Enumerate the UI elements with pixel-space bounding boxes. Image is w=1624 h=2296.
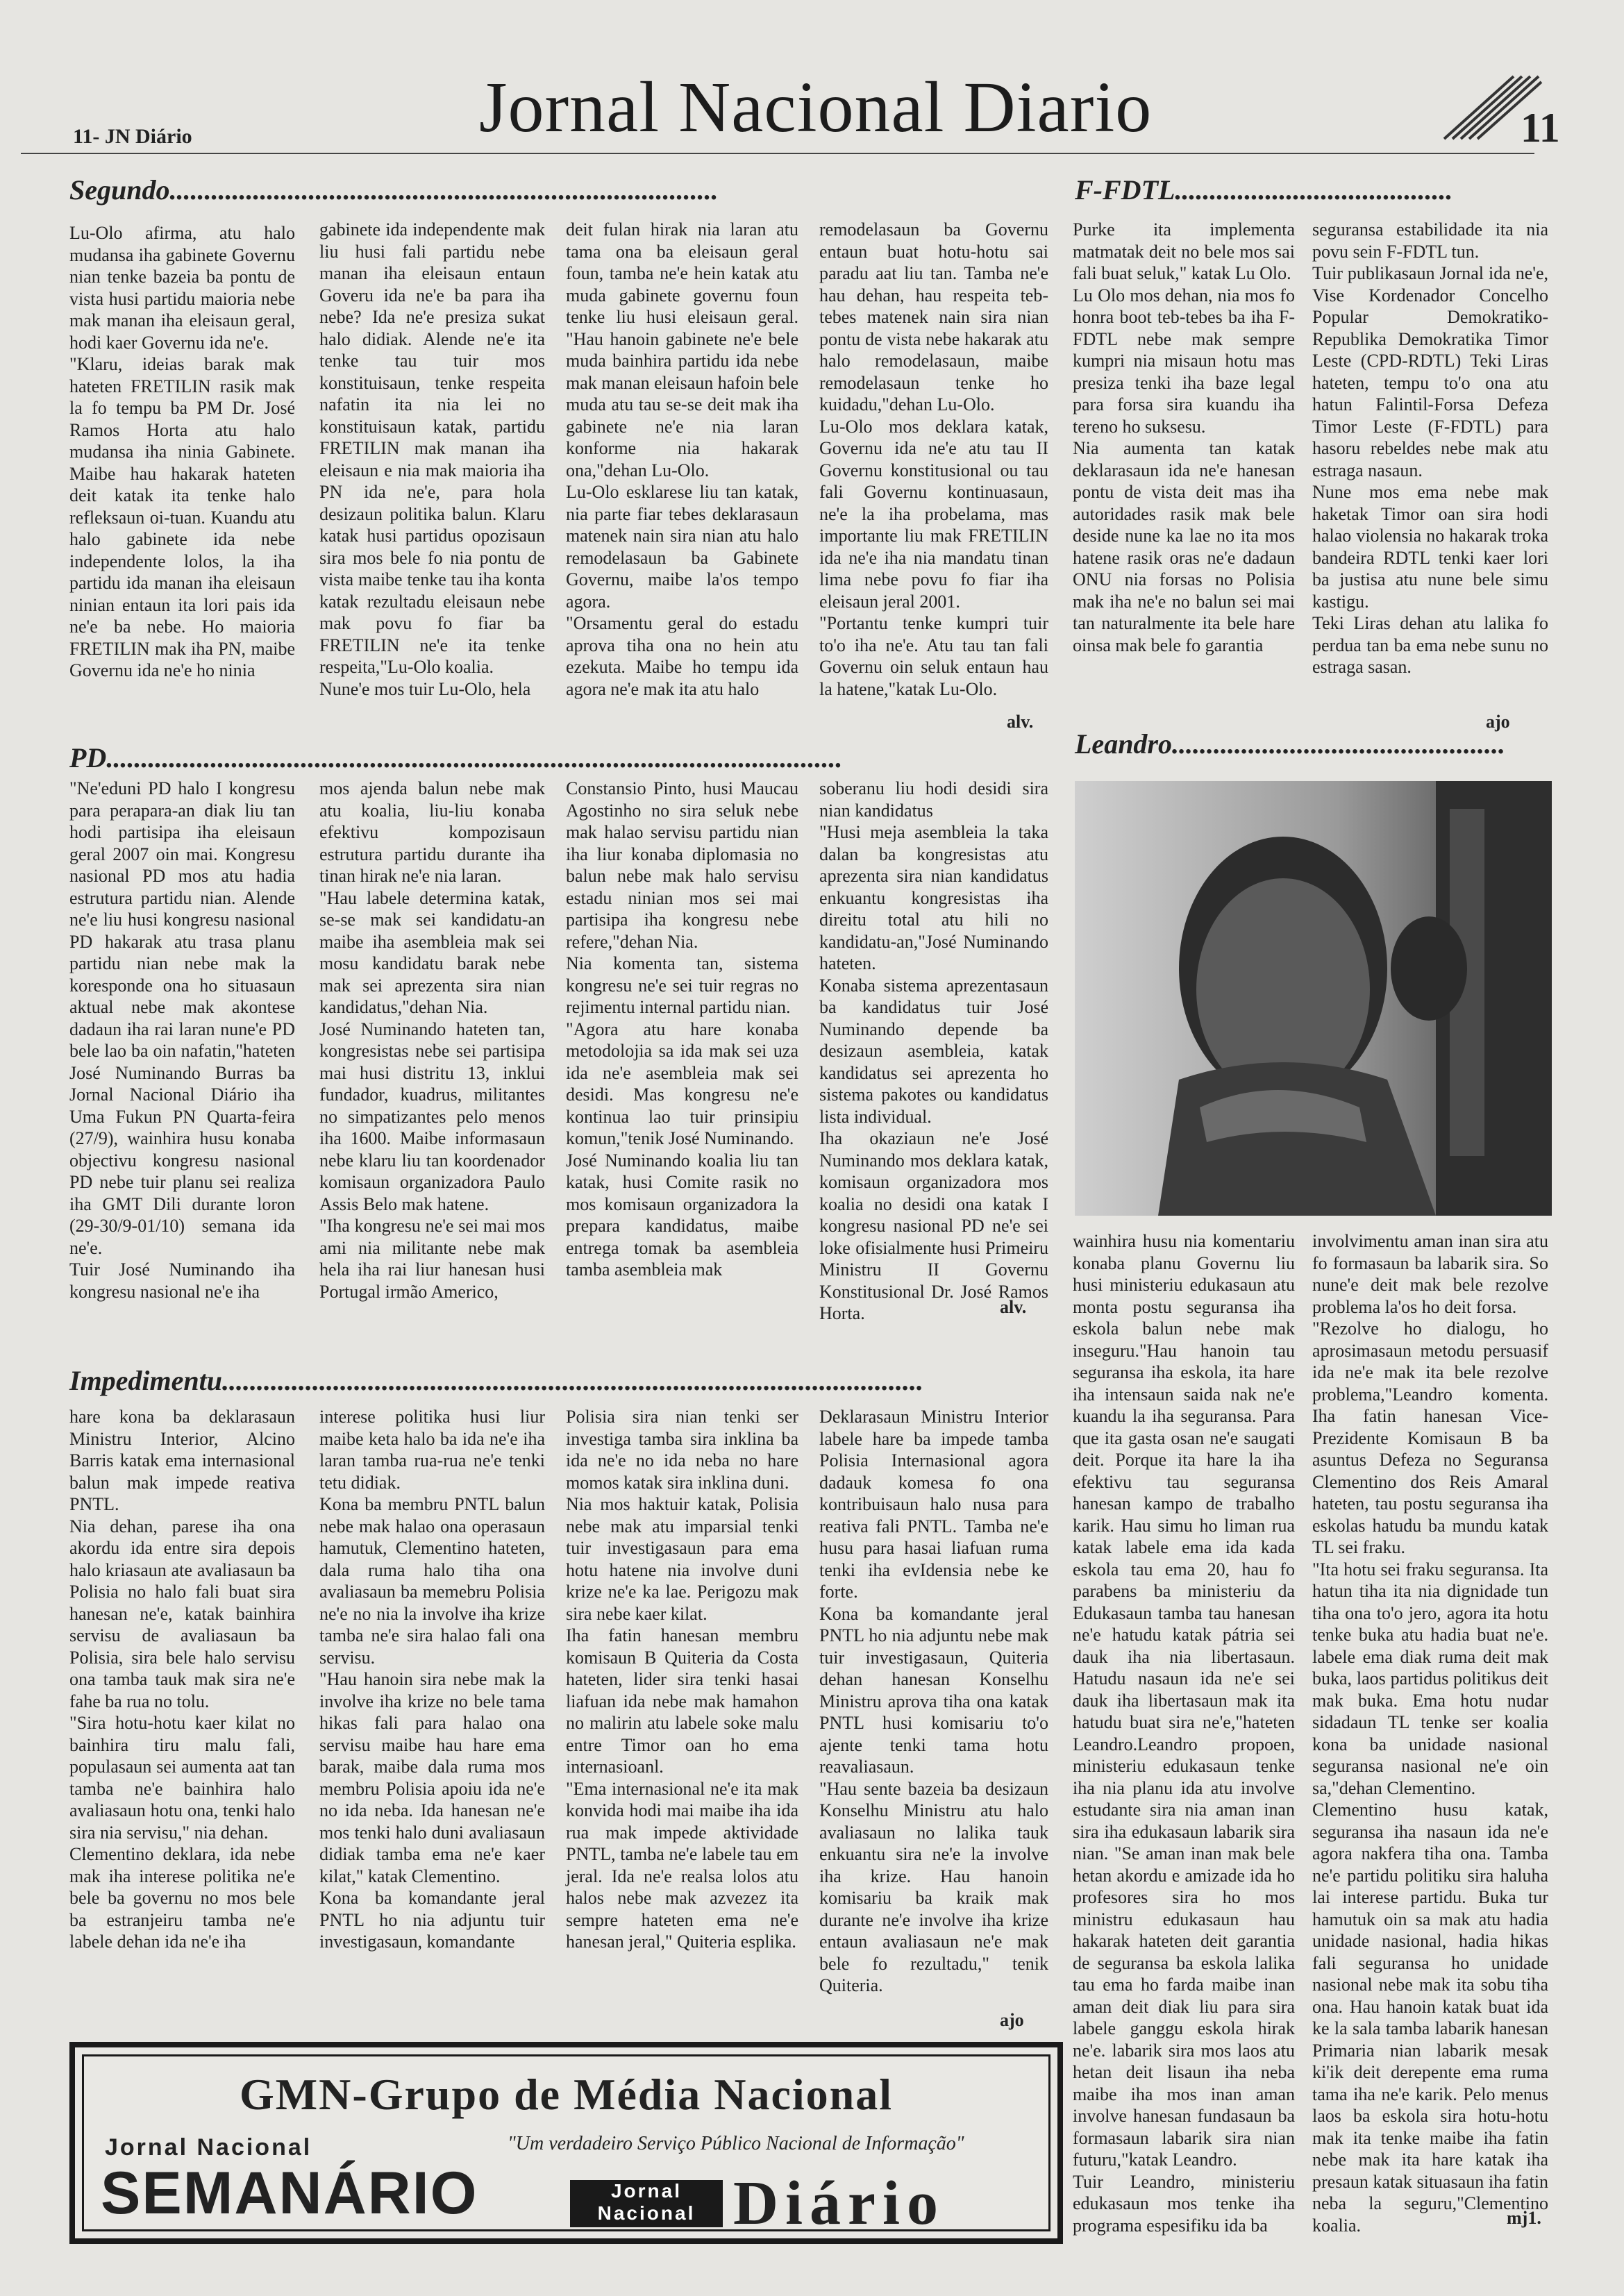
ad-inner-frame bbox=[82, 2054, 1050, 2238]
section-page-label: 11- JN Diário bbox=[73, 125, 192, 148]
section-heading-pd: PD.......................................................................................................... bbox=[69, 742, 843, 773]
article-text: seguransa estabilidade ita nia povu sein F-FDTL tun. Tuir publikasaun Jornal ida ne'e, Vise Kordenador Concelho Popular Demokratiko-Republika Demokratika Timor Leste (CPD-RDTL) Teki Liras hateten, tempu to'o ona atu hatun Falintil-Forsa Defeza Timor Leste (F-FDTL) para hasoru rebeldes nebe mak atu estraga nasaun. Nune mos ema nebe mak haketak Timor oan sira hodi halao violensia no hakarak troka bandeira RDTL tenki kaer lori ba justisa atu nune bele simu kastigu. Teki Liras dehan atu lalika fo perdua tan ba ema nebe sunu no estraga sasan. bbox=[1312, 219, 1548, 677]
article-column bbox=[819, 219, 1048, 715]
article-text: Polisia sira nian tenki ser investiga tamba sira inklina ba ida ne'e no ida neba no hare momos katak sira inklina duni. Nia mos haktuir katak, Polisia nebe mak atu imparsial tenki tuir investigasaun para ema hotu hatene nia involve duni krize ne'e ka lae. Perigozu mak sira nebe kaer kilat. Iha fatin hanesan membru komisaun B Quiteria da Costa hateten, lider sira tenki hasai liafuan ida nebe mak hamahon no malirin atu labele soke malu entre Timor oan ho ema internasioanl. "Ema internasional ne'e ita mak konvida hodi mai maibe iha ida rua mak impede aktividade PNTL, tamba ne'e labele tau em jeral. Ida ne'e realsa lolos atu halos nebe mak azvezez ita sempre hateten ema ne'e hanesan jeral," Quiteria esplika. bbox=[566, 1407, 798, 1952]
article-text: deit fulan hirak nia laran atu tama ona ba eleisaun geral foun, tamba ne'e hein katak atu muda gabinete governu foun tenke liu husi eleisaun geral. "Hau hanoin gabinete ne'e bele muda bainhira partidu ida nebe mak manan eleisaun hafoin bele muda atu tau se-se deit mak iha gabinete ne'e nia laran konforme nia hakarak ona,"dehan Lu-Olo. Lu-Olo esklarese liu tan katak, nia parte fiar tebes deklarasaun matenek nain sira nian atu halo remodelasaun ba Gabinete Governu, maibe la'os tempo agora. "Orsamentu geral do estadu aprova tiha ona no hein atu ezekuta. Maibe ho tempu ida agora ne'e mak ita atu halo bbox=[566, 219, 798, 699]
header-rule bbox=[21, 153, 1534, 154]
article-text: interese politika husi liur maibe keta halo ba ida ne'e iha laran tamba rua-rua ne'e tenki tetu didiak. Kona ba membru PNTL balun nebe mak halao ona operasaun hamutuk, Clementino hateten, dala ruma halo tiha ona avaliasaun ba memebru Polisia ne'e no nia la involve iha krize tamba ne'e sira halao fali ona servisu. "Hau hanoin sira nebe mak la involve iha krize no bele tama hikas fali para halao ona servisu maibe hau hare ema barak, maibe dala ruma mos membru Polisia apoiu ida ne'e no ida neba. Ida hanesan ne'e mos tenki halo duni avaliasaun didiak tamba ema ne'e kaer kilat," katak Clementino. Kona ba komandante jeral PNTL ho nia adjuntu tuir investigasaun, komandante bbox=[319, 1407, 545, 1952]
article-text: involvimentu aman inan sira atu fo formasaun ba labarik sira. So nune'e deit mak bele rezolve problema la'os ho deit forsa. "Rezolve ho dialogu, ho aprosimasaun metodu persuasif ida ne'e mak ita bele rezolve problema,"Leandro komenta. Iha fatin hanesan Vice-Prezidente Komisaun B ba asuntus Defeza no Seguransa Clementino dos Reis Amaral hateten, tau postu seguransa iha eskolas hatudu ba mundu katak TL sei fraku. "Ita hotu sei fraku seguransa. Ita hatun tiha ita nia dignidade tun tiha ona to'o jero, agora ita hotu tenke buka atu hadia buat ne'e. labele ema diak ruma deit mak buka, laos partidus politikus deit mak buka. Ema hotu nudar sidadaun TL tenke ser koalia kona ba unidade nasional seguransa nasional ne'e oin sa,"dehan Clementino. Clementino husu katak, seguransa iha nasaun ida ne'e agora nakfera tiha ona. Tamba ne'e partidu politiku sira haluha lai interese partidu. Buka tur hamutuk oin sa mak atu hadia unidade nasional, hadia hikas fali seguransa ho unidade nasional nebe mak ita sobu tiha ona. Hau hanoin katak buat ida ke la sala tamba labarik hanesan Primaria nian labarik mesak ki'ik deit derepente ema ruma tama iha ne'e karik. Pelo menus laos ba eskola sira hotu-hotu mak ita tenke maibe iha fatin nebe mak ita hare katak iha presaun katak situasaun iha fatin neba la seguru,"Clementino koalia. bbox=[1312, 1231, 1548, 2236]
author-signature: ajo bbox=[1000, 2010, 1024, 2030]
ad-box-line: Nacional bbox=[597, 2202, 696, 2224]
ad-title: GMN-Grupo de Média Nacional bbox=[239, 2070, 894, 2119]
article-text: Deklarasaun Ministru Interior labele hare ba impede tamba Polisia Internasional agora dadauk komesa fo ona kontribuisaun halo nusa para reativa fali PNTL. Tamba ne'e husu para hasai liafuan ruma tenki iha evIdensia nebe ke forte. Kona ba komandante jeral PNTL ho nia adjuntu nebe mak tuir investigasaun, Quiteria dehan hanesan Konselhu Ministru aprova tiha ona katak PNTL husi komisariu to'o ajente tenki tama hotu reavaliasaun. "Hau sente bazeia ba desizaun Konselhu Ministru atu halo avaliasaun no lalika tauk enkuantu sira ne'e la involve iha krize. Hau hanoin komisariu ba kraik mak durante ne'e involve iha krize entaun avaliasaun ne'e mak bele fo rezultadu," tenik Quiteria. bbox=[819, 1407, 1048, 1995]
article-column bbox=[1073, 219, 1295, 736]
ad-box-line: Jornal bbox=[610, 2180, 683, 2202]
article-text: "Ne'eduni PD halo I kongresu para perapara-an diak liu tan hodi partisipa iha eleisaun geral 2007 oin mai. Kongresu nasional PD mos atu hadia estrutura partidu nian. Alende ne'e liu husi kongresu nasional PD hakarak atu trasa planu partidu nian nebe mak la koresponde ona ho situasaun aktual nebe mak akontese dadaun iha rai laran nune'e PD bele lao ba oin nafatin,"hateten José Numinando Burras ba Jornal Nacional Diário iha Uma Fukun PN Quarta-feira (27/9), wainhira husu konaba objectivu kongresu nasional PD nebe tuir planu sei realiza iha GMT Dili durante loron (29-30/9-01/10) semana ida ne'e. Tuir José Numinando iha kongresu nasional ne'e iha bbox=[69, 778, 295, 1302]
article-column bbox=[1073, 1230, 1295, 2236]
portrait-photo bbox=[1075, 781, 1552, 1216]
article-text: Lu-Olo afirma, atu halo mudansa iha gabinete Governu nian tenke bazeia ba pontu de vista husi partidu maioria nebe mak manan iha eleisaun geral, hodi kaer Governu ida ne'e. "Klaru, ideias barak mak hateten FRETILIN rasik mak la fo tempu ba PM Dr. José Ramos Horta atu halo mudansa iha ninia Gabinete. Maibe hau hakarak hateten deit katak ita tenke halo refleksaun oi-tuan. Kuandu atu halo gabinete ida nebe independente lolos, la iha partidu ida manan iha eleisaun ninian entaun ita lori pais ida ne'e ba nebe. Ho maioria FRETILIN mak iha PN, maibe Governu ida ne'e ho ninia bbox=[69, 223, 295, 680]
gmn-advertisement bbox=[69, 2042, 1063, 2244]
article-text: remodelasaun ba Governu entaun buat hotu-hotu sai paradu aat liu tan. Tamba ne'e hau dehan, hau respeita teb-tebes matenek nain sira nian pontu de vista nebe hakarak atu halo remodelasaun, maibe remodelasaun tenke ho kuidadu,"dehan Lu-Olo. Lu-Olo mos deklara katak, Governu ida ne'e atu tau II Governu konstitusional ou tau fali Governu kontinuasaun, ne'e la iha probelama, mas importante liu mak FRETILIN ida ne'e iha nia mandatu tinan lima nebe povu fo fiar iha eleisaun jeral 2001. "Portantu tenke kumpri tuir to'o iha ne'e. Atu tau tan fali Governu oin seluk entaun hau la hatene,"katak Lu-Olo. bbox=[819, 219, 1048, 699]
ad-semanario: SEMANÁRIO bbox=[101, 2160, 478, 2227]
article-text: Constansio Pinto, husi Maucau Agostinho no sira seluk nebe mak halao servisu partidu nian iha liur konaba diplomasia no balun nebe mak halo servisu estadu ninian mos sei mai partisipa iha kongresu nebe refere,"dehan Nia. Nia komenta tan, sistema kongresu ne'e sei tuir regras no rejimentu internal partidu nian. "Agora atu hare konaba metodolojia sa ida mak sei uza ida ne'e asembleia mak sei desidi. Mas kongresu ne'e kontinua lao tuir prinsipiu komun,"tenik José Numinando. José Numinando koalia liu tan katak, husi Comite rasik no mos komisaun organizadora la prepara kandidatus, maibe entrega tomak ba asembleia tamba asembleia mak bbox=[566, 778, 798, 1280]
author-signature: mj1. bbox=[1507, 2208, 1541, 2228]
article-column bbox=[819, 1406, 1048, 2010]
article-column bbox=[69, 1406, 295, 2031]
ad-diario: Diário bbox=[733, 2169, 945, 2238]
ad-jornal-nacional-box bbox=[570, 2180, 723, 2227]
article-column bbox=[1312, 219, 1548, 715]
article-text: gabinete ida independente mak liu husi fali partidu nebe manan iha eleisaun entaun Goveru ida ne'e ba para iha nebe? Ida ne'e presiza sukat halo didiak. Alende ne'e ita tenke tau tuir mos konstituisaun, tenke respeita nafatin ita nia lei no konstituisaun katak, partidu FRETILIN mak manan iha eleisaun e nia mak maioria iha PN ida ne'e, para hola desizaun politika balun. Klaru katak husi partidus opozisaun sira mos bele fo nia pontu de vista maibe tenke tau iha konta katak rezultadu eleisaun nebe mak povu fo fiar ba FRETILIN ne'e ita tenke respeita,"Lu-Olo koalia. Nune'e mos tuir Lu-Olo, hela bbox=[319, 219, 545, 699]
portrait-photo-icon bbox=[1075, 781, 1552, 1216]
article-column bbox=[69, 778, 295, 1319]
article-column bbox=[566, 1406, 798, 2031]
article-text: Purke ita implementa matmatak deit no bele mos sai fali buat seluk," katak Lu Olo. Lu Olo mos dehan, nia mos fo honra boot teb-tebes ba iha F-FDTL nebe mak sempre kumpri nia misaun hotu mas presiza tenki iha baze legal para forsa sira kuandu iha tereno ho suksesu. Nia aumenta tan katak deklarasaun ida ne'e hanesan pontu de vista deit mas iha autoridades rasik mak bele deside nune ka lae no ita mos hatene rasik oras ne'e dadaun ONU nia forsas no Polisia mak iha ne'e no balun sei mai tan naturalmente ita bele hare oinsa mak bele fo garantia bbox=[1073, 219, 1295, 655]
article-column bbox=[319, 219, 545, 736]
article-column bbox=[566, 778, 798, 1319]
ad-tagline: "Um verdadeiro Serviço Público Nacional de Informação" bbox=[508, 2133, 964, 2154]
article-text: wainhira husu nia komentariu konaba planu Governu liu husi ministeriu edukasaun atu monta postu seguransa iha eskola balun nebe mak inseguru."Hau hanoin tau seguransa iha eskola, ita hare iha intensaun saida nak ne'e kuandu la iha seguransa. Para que ita gasta osan ne'e saugati deit. Porque ita hare la iha efektivu tau seguransa hanesan kampo de trabalho karik. Hau simu ho liman rua katak labele ema ida kada eskola tau ema 20, hau fo parabens ba ministeriu da Edukasaun tamba tau hanesan ne'e hatudu katak pátria sei dauk iha nia libertasaun. Hatudu nasaun ida ne'e sei dauk iha libertasaun mak ita hatudu buat sira ne'e,"hateten Leandro.Leandro propoen, ministeriu edukasaun tenke iha nia planu ida atu involve estudante sira nia aman inan sira iha edukasaun labarik sira nian. "Se aman inan mak bele hetan akordu e amizade ida ho profesores sira ho mos ministru edukasaun hau hakarak hateten deit garantia de seguransa ba eskola lalika tau ema ho farda maibe inan aman deit diak liu para sira labele ganggu eskola hirak ne'e. labarik sira mos laos atu hetan deit lisaun iha neba maibe iha mos inan aman involve hanesan fundasaun ba formasaun labarik sira nian futuru,"katak Leandro. Tuir Leandro, ministeriu edukasaun mos tenke iha programa espesifiku ida ba bbox=[1073, 1231, 1295, 2236]
masthead-title: Jornal Nacional Diario bbox=[479, 67, 1153, 147]
article-column bbox=[319, 778, 545, 1319]
article-text: soberanu liu hodi desidi sira nian kandidatus "Husi meja asembleia la taka dalan ba kongresistas atu aprezenta sira nian kandidatus enkuantu kongresistas iha direitu total atu hili no kandidatu-an,"José Numinando hateten. Konaba sistema aprezentasaun ba kandidatus tuir José Numinando depende ba desizaun asembleia, katak kandidatus sei aprezenta ho sistema pakotes ou kandidatus lista individual. Iha okaziaun ne'e José Numinando mos deklara katak, komisaun organizadora mos koalia no desidi ona katak I kongresu nasional PD ne'e sei loke ofisialmente husi Primeiru Ministru II Governu Konstitusional Dr. José Ramos Horta. bbox=[819, 778, 1048, 1323]
author-signature: alv. bbox=[1007, 712, 1034, 732]
article-column bbox=[319, 1406, 545, 2031]
section-heading-ffdtl: F-FDTL........................................ bbox=[1075, 174, 1453, 206]
author-signature: ajo bbox=[1486, 712, 1510, 732]
article-text: mos ajenda balun nebe mak atu koalia, liu-liu konaba efektivu kompozisaun estrutura partidu durante iha tinan hirak ne'e nia laran. "Hau labele determina katak, se-se mak sei kandidatu-an maibe iha asembleia mak sei mosu kandidatu barak nebe mak sei aprezenta sira nian kandidatus,"dehan Nia. José Numinando hateten tan, kongresistas nebe sei partisipa mai husi distritu 13, inklui fundador, kuadrus, militantes no simpatizantes pelo menos iha 1600. Maibe informasaun nebe klaru liu tan koordenador komisaun organizadora Paulo Assis Belo mak hatene. "Iha kongresu ne'e sei mai mos ami nia militante nebe mak hela iha rai liur hanesan husi Portugal irmão Americo, bbox=[319, 778, 545, 1302]
article-column bbox=[69, 222, 295, 736]
page-number: 11 bbox=[1521, 105, 1560, 151]
article-column bbox=[566, 219, 798, 736]
section-heading-segundo: Segundo............................................................................... bbox=[69, 174, 719, 206]
ad-jornal-nacional: Jornal Nacional bbox=[105, 2134, 312, 2161]
section-heading-leandro: Leandro................................................ bbox=[1075, 728, 1505, 760]
author-signature: alv. bbox=[1000, 1297, 1027, 1317]
article-text: hare kona ba deklarasaun Ministru Interior, Alcino Barris katak ema internasional balun mak impede reativa PNTL. Nia dehan, parese iha ona akordu ida entre sira depois halo kriasaun ate avaliasaun ba Polisia no halo fali buat sira hanesan ne'e, katak bainhira servisu de avaliasaun ba Polisia, sira bele halo servisu ona tamba tauk mak sira ne'e fahe ba rua no tolu. "Sira hotu-hotu kaer kilat no bainhira tiru malu fali, populasaun sei aumenta aat tan tamba ne'e bainhira halo avaliasaun hotu ona, tenki halo sira nia servisu," nia dehan. Clementino deklara, ida nebe mak iha interese politika ne'e bele ba governu no mos bele ba estranjeiru tamba ne'e labele dehan ida ne'e iha bbox=[69, 1407, 295, 1952]
section-heading-impedimentu: Impedimentu..................................................................................................... bbox=[69, 1365, 924, 1396]
